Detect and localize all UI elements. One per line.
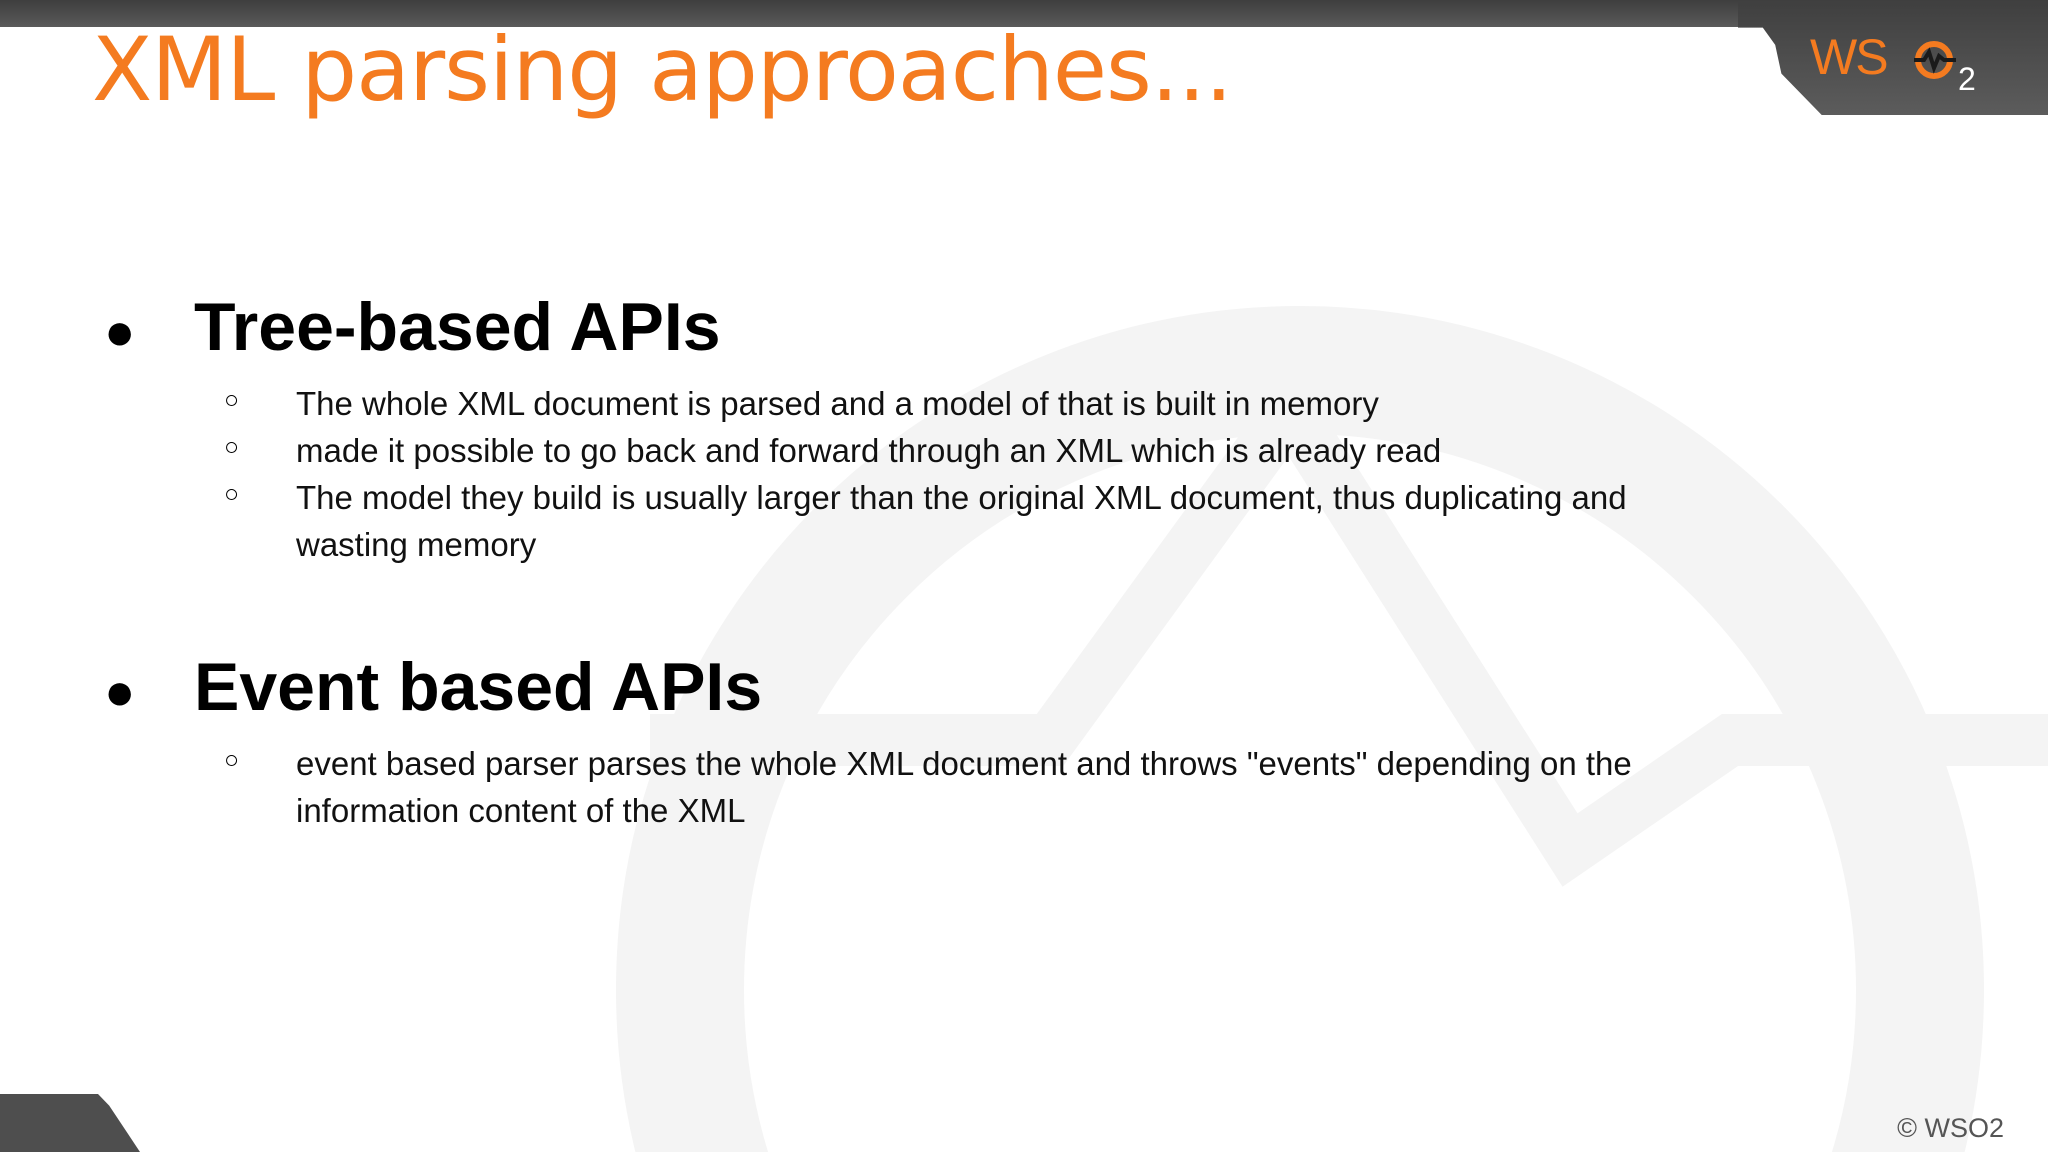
slide-title: XML parsing approaches... [92, 18, 1232, 121]
copyright-text: © WSO2 [1897, 1113, 2004, 1143]
sub-bullet-icon: ○ [224, 746, 240, 774]
list-item: made it possible to go back and forward through an XML which is already read [296, 432, 1442, 469]
list-item: event based parser parses the whole XML document and throws "events" depending on the information content of the XML [296, 745, 1632, 829]
section-heading: Tree-based APIs [194, 289, 721, 365]
sub-bullet-icon: ○ [224, 480, 240, 508]
list-item: The model they build is usually larger than the original XML document, thus duplicating and wasting memory [296, 479, 1627, 563]
svg-text:2: 2 [1958, 61, 1976, 96]
sub-bullet-icon: ○ [224, 386, 240, 414]
list-item: The whole XML document is parsed and a model of that is built in memory [296, 385, 1379, 422]
bullet-icon: ● [104, 663, 136, 721]
svg-text:WS: WS [1810, 29, 1887, 85]
section-heading: Event based APIs [194, 649, 763, 725]
wso2-logo-icon [1810, 28, 2000, 96]
sub-bullet-icon: ○ [224, 433, 240, 461]
bullet-icon: ● [104, 303, 136, 361]
footer-corner-tab [0, 1094, 140, 1152]
